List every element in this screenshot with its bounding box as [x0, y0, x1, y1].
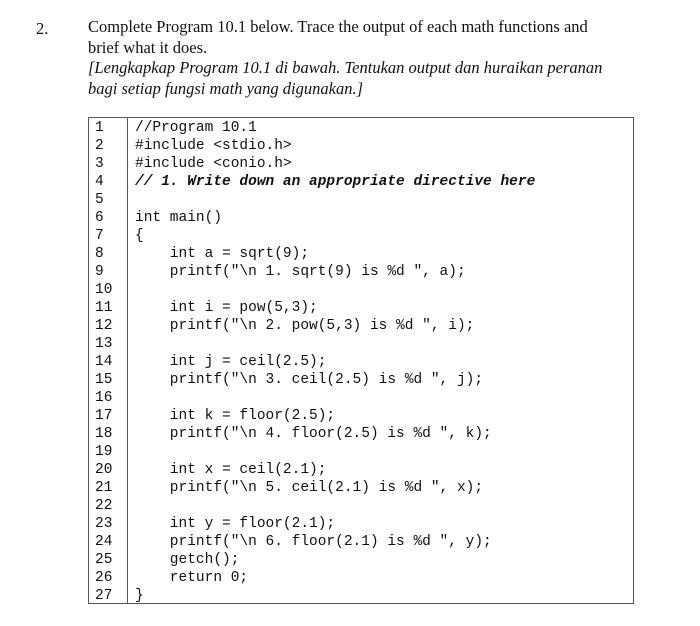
line-number: 3: [95, 156, 104, 172]
code-line: printf("\n 4. floor(2.5) is %d ", k);: [135, 426, 492, 442]
line-number: 17: [95, 408, 113, 424]
code-line: getch();: [135, 552, 240, 568]
code-line: int a = sqrt(9);: [135, 246, 310, 262]
line-number: 7: [95, 228, 104, 244]
line-number: 6: [95, 210, 104, 226]
line-number: 15: [95, 372, 113, 388]
line-number: 23: [95, 516, 113, 532]
code-line: int j = ceil(2.5);: [135, 354, 327, 370]
line-number: 25: [95, 552, 113, 568]
line-number: 9: [95, 264, 104, 280]
code-listing: [88, 117, 634, 604]
code-line: }: [135, 588, 144, 604]
line-number: 5: [95, 192, 104, 208]
line-number: 10: [95, 282, 113, 298]
code-line: //Program 10.1: [135, 120, 257, 136]
question-malay-line-2: bagi setiap fungsi math yang digunakan.]: [88, 78, 363, 98]
line-number: 22: [95, 498, 113, 514]
code-line: #include <stdio.h>: [135, 138, 292, 154]
line-number: 20: [95, 462, 113, 478]
line-number: 18: [95, 426, 113, 442]
question-number: 2.: [36, 19, 49, 38]
line-number: 19: [95, 444, 113, 460]
code-line: {: [135, 228, 144, 244]
line-number: 16: [95, 390, 113, 406]
question-english-line-2: brief what it does.: [88, 37, 208, 57]
code-line: printf("\n 5. ceil(2.1) is %d ", x);: [135, 480, 484, 496]
question-english-line-1: Complete Program 10.1 below. Trace the output of each math functions and: [88, 17, 588, 36]
code-line: printf("\n 1. sqrt(9) is %d ", a);: [135, 264, 466, 280]
line-number: 12: [95, 318, 113, 334]
code-line: int i = pow(5,3);: [135, 300, 318, 316]
line-number: 4: [95, 174, 104, 190]
line-number: 27: [95, 588, 113, 604]
line-number: 13: [95, 336, 113, 352]
line-number: 8: [95, 246, 104, 262]
question-malay-line-1: [Lengkapkap Program 10.1 di bawah. Tentukan output dan huraikan peranan: [88, 58, 603, 77]
line-number: 2: [95, 138, 104, 154]
line-number: 11: [95, 300, 113, 316]
line-number: 24: [95, 534, 113, 550]
line-number: 21: [95, 480, 113, 496]
line-number: 1: [95, 120, 104, 136]
code-line: printf("\n 2. pow(5,3) is %d ", i);: [135, 318, 475, 334]
code-line: int y = floor(2.1);: [135, 516, 336, 532]
code-line: return 0;: [135, 570, 249, 586]
question-text: [88, 17, 648, 99]
line-number: 26: [95, 570, 113, 586]
code-line: #include <conio.h>: [135, 156, 292, 172]
code-line: int main(): [135, 210, 223, 226]
line-number: 14: [95, 354, 113, 370]
code-line: printf("\n 6. floor(2.1) is %d ", y);: [135, 534, 492, 550]
code-line: int k = floor(2.5);: [135, 408, 336, 424]
code-line: // 1. Write down an appropriate directive here: [135, 174, 536, 190]
code-line: int x = ceil(2.1);: [135, 462, 327, 478]
code-line: printf("\n 3. ceil(2.5) is %d ", j);: [135, 372, 484, 388]
